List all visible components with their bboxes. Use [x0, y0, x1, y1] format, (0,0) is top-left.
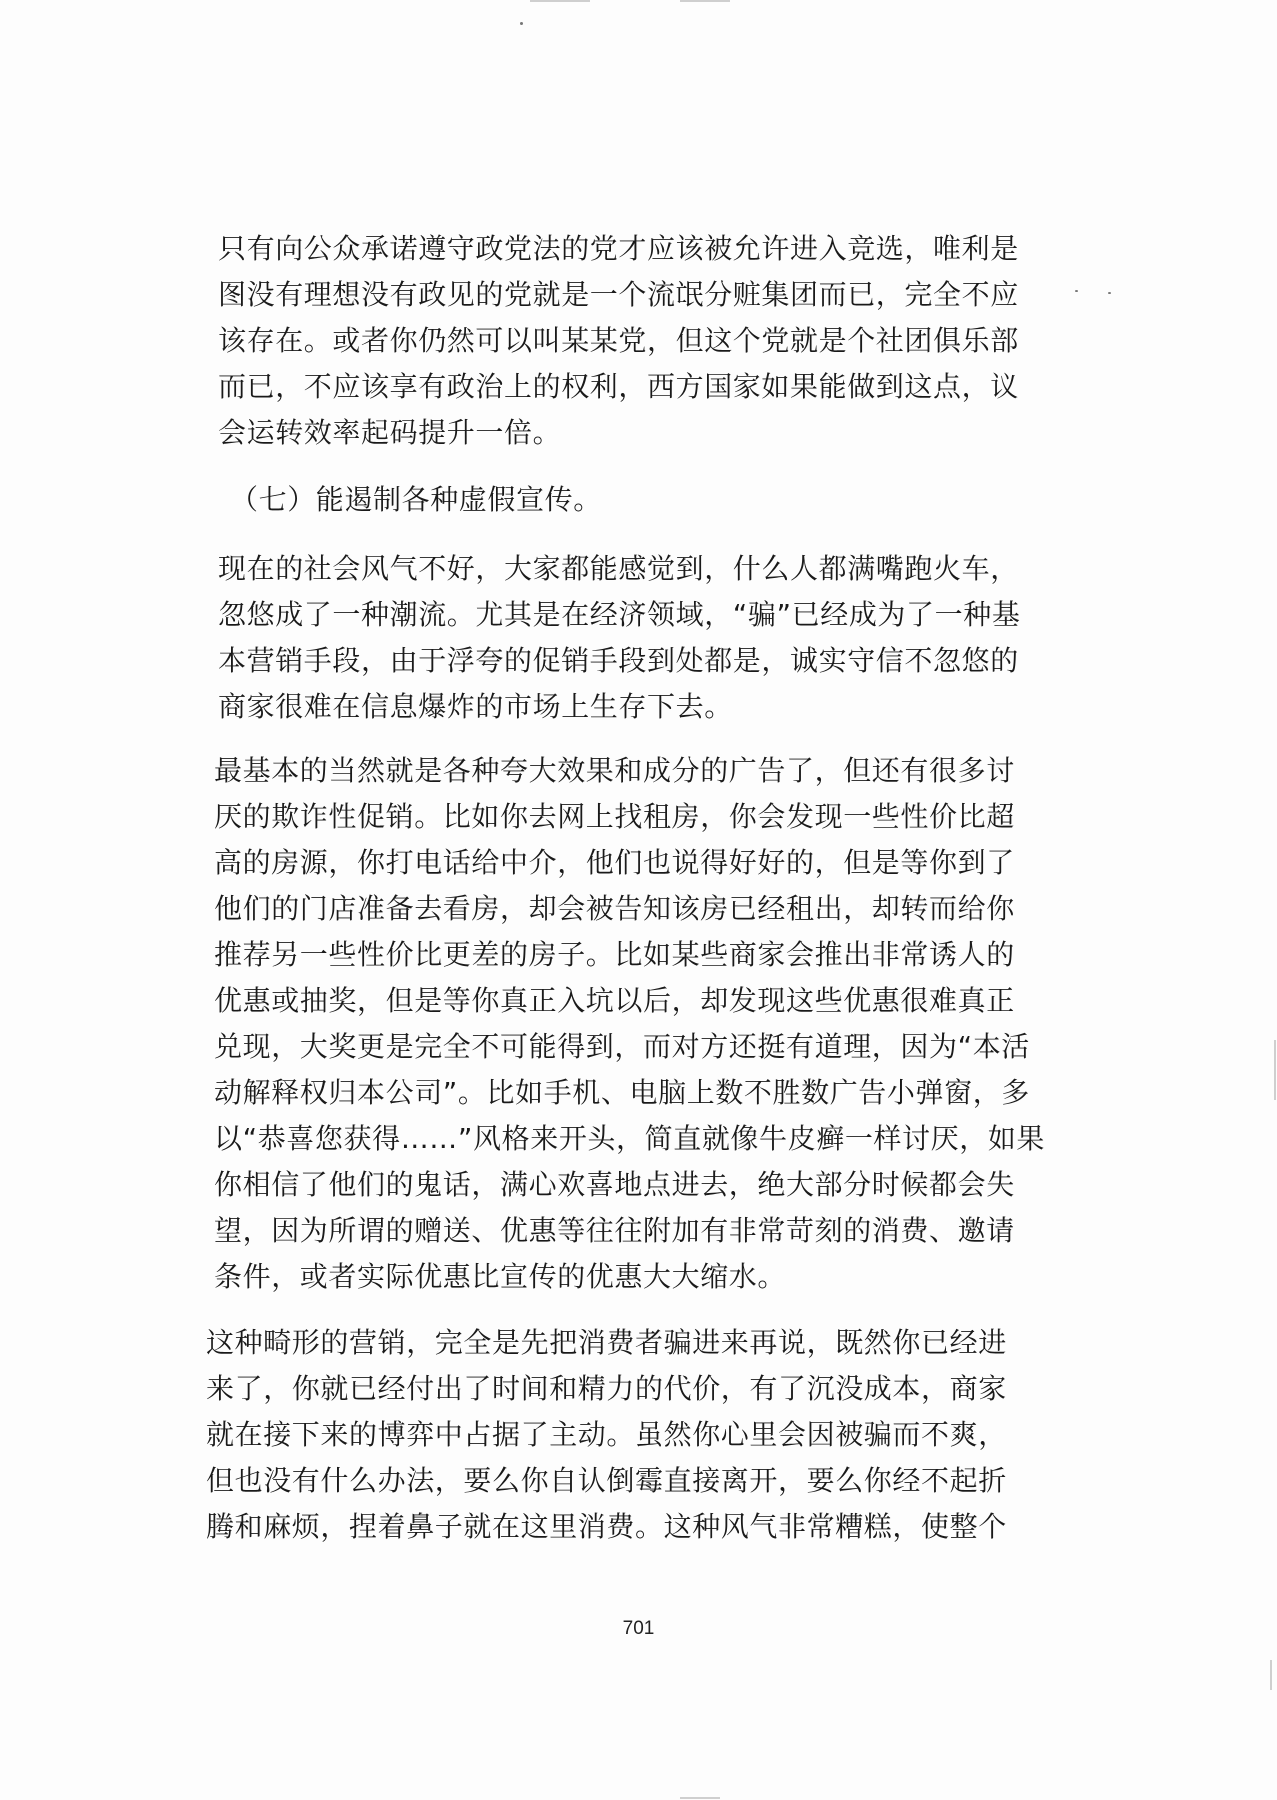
paragraph-4	[206, 1320, 1021, 1550]
page-number: 701	[622, 1618, 655, 1639]
text-line: 腾和麻烦，捏着鼻子就在这里消费。这种风气非常糟糕，使整个	[206, 1510, 1007, 1543]
text-line: 该存在。或者你仍然可以叫某某党，但这个党就是个社团俱乐部	[218, 324, 1019, 357]
scan-speck	[1075, 290, 1078, 292]
scan-edge-mark	[680, 1797, 720, 1799]
text-line: 图没有理想没有政见的党就是一个流氓分赃集团而已，完全不应	[218, 278, 1019, 311]
text-line: 他们的门店准备去看房，却会被告知该房已经租出，却转而给你	[214, 892, 1015, 925]
text-line: 兑现，大奖更是完全不可能得到，而对方还挺有道理，因为“本活	[214, 1030, 1030, 1063]
text-line: 条件，或者实际优惠比宣传的优惠大大缩水。	[214, 1260, 787, 1293]
text-line: 厌的欺诈性促销。比如你去网上找租房，你会发现一些性价比超	[214, 800, 1015, 833]
text-line: 现在的社会风气不好，大家都能感觉到，什么人都满嘴跑火车，	[218, 552, 1019, 585]
text-line: 推荐另一些性价比更差的房子。比如某些商家会推出非常诱人的	[214, 938, 1015, 971]
section-heading	[230, 477, 1045, 523]
scan-speck	[520, 22, 523, 25]
text-line: 只有向公众承诺遵守政党法的党才应该被允许进入竞选，唯利是	[218, 232, 1019, 265]
text-line: 以“恭喜您获得……”风格来开头，简直就像牛皮癣一样讨厌，如果	[214, 1122, 1046, 1155]
text-line: 来了，你就已经付出了时间和精力的代价，有了沉没成本，商家	[206, 1372, 1007, 1405]
paragraph-1	[218, 226, 1033, 456]
scan-edge-mark	[1270, 1660, 1272, 1690]
section-heading-text: （七）能遏制各种虚假宣传。	[230, 483, 602, 516]
text-line: 这种畸形的营销，完全是先把消费者骗进来再说，既然你已经进	[206, 1326, 1007, 1359]
text-line: 会运转效率起码提升一倍。	[218, 416, 562, 449]
text-line: 你相信了他们的鬼话，满心欢喜地点进去，绝大部分时候都会失	[214, 1168, 1015, 1201]
text-line: 就在接下来的博弈中占据了主动。虽然你心里会因被骗而不爽，	[206, 1418, 1007, 1451]
text-line: 本营销手段，由于浮夸的促销手段到处都是，诚实守信不忽悠的	[218, 644, 1019, 677]
text-line: 最基本的当然就是各种夸大效果和成分的广告了，但还有很多讨	[214, 754, 1015, 787]
scan-edge-mark	[1274, 1040, 1276, 1100]
text-line: 忽悠成了一种潮流。尤其是在经济领域，“骗”已经成为了一种基	[218, 598, 1021, 631]
text-line: 商家很难在信息爆炸的市场上生存下去。	[218, 690, 733, 723]
text-line: 高的房源，你打电话给中介，他们也说得好好的，但是等你到了	[214, 846, 1015, 879]
scan-edge-mark	[530, 0, 590, 2]
scan-speck	[1108, 292, 1111, 294]
text-line: 而已，不应该享有政治上的权利，西方国家如果能做到这点，议	[218, 370, 1019, 403]
text-line: 望，因为所谓的赠送、优惠等往往附加有非常苛刻的消费、邀请	[214, 1214, 1015, 1247]
paragraph-3	[214, 748, 1046, 1300]
text-line: 动解释权归本公司”。比如手机、电脑上数不胜数广告小弹窗，多	[214, 1076, 1030, 1109]
text-line: 但也没有什么办法，要么你自认倒霉直接离开，要么你经不起折	[206, 1464, 1007, 1497]
scan-edge-mark	[680, 0, 730, 2]
text-line: 优惠或抽奖，但是等你真正入坑以后，却发现这些优惠很难真正	[214, 984, 1015, 1017]
paragraph-2	[218, 546, 1033, 730]
